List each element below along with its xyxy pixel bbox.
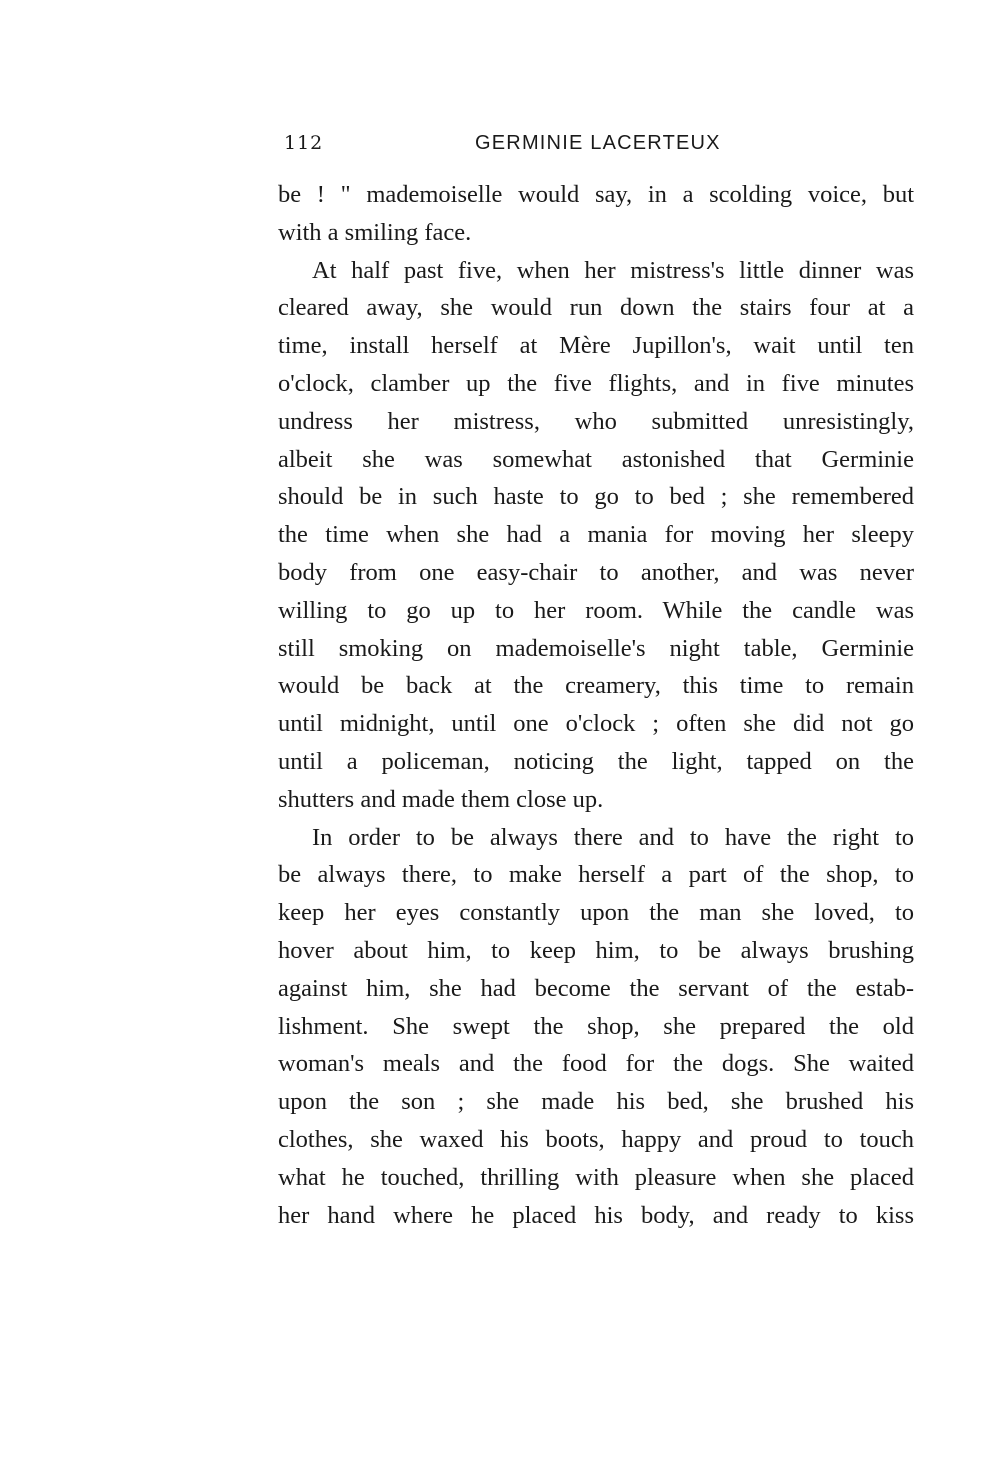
- text-line: should be in such haste to go to bed ; she remembered: [278, 483, 914, 511]
- text-line: be ! " mademoiselle would say, in a scolding voice, but: [278, 181, 914, 208]
- text-line: against him, she had become the servant of the estab-: [278, 974, 914, 1002]
- text-line: upon the son ; she made his bed, she brushed his: [278, 1088, 914, 1116]
- text-line: would be back at the creamery, this time to remain: [278, 672, 914, 700]
- page-number: 112: [284, 132, 324, 154]
- text-line: hover about him, to keep him, to be always brushing: [278, 936, 914, 964]
- text-line: shutters and made them close up.: [278, 785, 604, 813]
- text-line: cleared away, she would run down the stairs four at a: [278, 294, 914, 322]
- text-line: woman's meals and the food for the dogs. She waited: [278, 1050, 914, 1078]
- text-line: the time when she had a mania for moving her sleepy: [278, 521, 914, 549]
- text-line: willing to go up to her room. While the candle was: [278, 596, 914, 624]
- text-line: until midnight, until one o'clock ; often she did not go: [278, 710, 914, 738]
- text-line: her hand where he placed his body, and ready to kiss: [278, 1201, 914, 1229]
- text-line: be always there, to make herself a part of the shop, to: [278, 861, 914, 889]
- text-line: until a policeman, noticing the light, tapped on the: [278, 747, 914, 775]
- running-head: [280, 128, 915, 158]
- text-line: time, install herself at Mère Jupillon's, wait until ten: [278, 332, 914, 360]
- paragraph-1: [278, 176, 914, 252]
- text-line: keep her eyes constantly upon the man she loved, to: [278, 899, 914, 927]
- text-line: with a smiling face.: [278, 218, 472, 246]
- text-line: In order to be always there and to have the right to: [312, 823, 914, 851]
- paragraph-3: [278, 819, 914, 1235]
- text-line: undress her mistress, who submitted unresistingly,: [278, 407, 914, 435]
- text-line: At half past five, when her mistress's little dinner was: [312, 256, 914, 284]
- text-line: albeit she was somewhat astonished that Germinie: [278, 445, 914, 473]
- paragraph-2: [278, 252, 914, 819]
- text-line: body from one easy-chair to another, and was never: [278, 558, 914, 586]
- book-title: GERMINIE LACERTEUX: [475, 132, 721, 154]
- text-line: o'clock, clamber up the five flights, and in five minutes: [278, 369, 914, 397]
- text-line: lishment. She swept the shop, she prepared the old: [278, 1012, 914, 1040]
- text-line: still smoking on mademoiselle's night table, Germinie: [278, 634, 914, 662]
- text-line: clothes, she waxed his boots, happy and proud to touch: [278, 1125, 914, 1153]
- text-line: what he touched, thrilling with pleasure when she placed: [278, 1163, 914, 1191]
- body-text: [278, 176, 914, 1234]
